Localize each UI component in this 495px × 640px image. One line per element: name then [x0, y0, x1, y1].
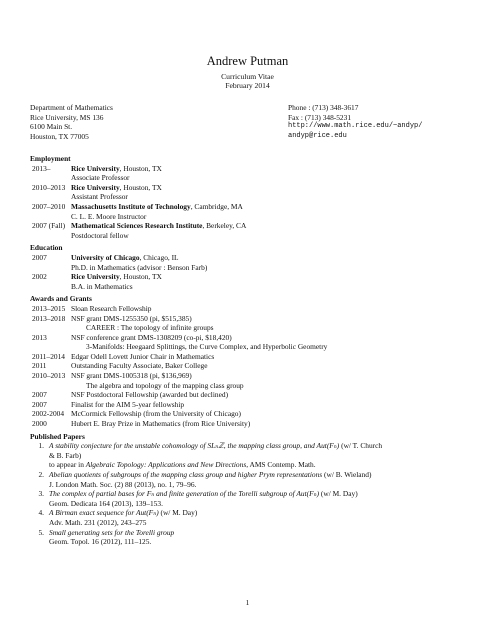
employment-entry — [30, 183, 470, 202]
paper-entry — [30, 489, 470, 508]
paper-entry — [30, 508, 470, 527]
award-subtitle: The algebra and topology of the mapping class group — [86, 380, 244, 390]
entry-years: 2002-2004 — [32, 409, 65, 419]
award-entry — [30, 314, 470, 333]
paper-coauthors: (w/ M. Day) — [158, 508, 198, 518]
entry-years: 2007 — [32, 399, 47, 409]
paper-journal: J. London Math. Soc. (2) 88 (2013), no. 1, 79–96. — [49, 479, 197, 489]
document-type: Curriculum Vitae — [221, 72, 274, 81]
section-heading-awards: Awards and Grants — [30, 294, 92, 304]
education-entry — [30, 253, 470, 272]
award-subtitle: 3-Manifolds: Heegaard Splittings, the Curve Complex, and Hyperbolic Geometry — [86, 342, 328, 352]
address-line: 6100 Main St. — [30, 122, 73, 132]
phone: Phone : (713) 348-3617 — [288, 103, 359, 112]
entry-years: 2010–2013 — [32, 182, 66, 192]
entry-place: , Chicago, IL — [139, 252, 179, 262]
address-line: Houston, TX 77005 — [30, 131, 89, 141]
award-text: NSF grant DMS-1255350 (pi, $515,385) — [71, 313, 192, 323]
entry-place: , Houston, TX — [119, 182, 162, 192]
paper-journal: Adv. Math. 231 (2012), 243–275 — [49, 517, 147, 527]
paper-title: A stability conjecture for the unstable cohomology of SLₙℤ, the mapping class group, and Aut(Fₙ) — [49, 441, 340, 451]
entry-years: 2007–2010 — [32, 201, 66, 211]
award-text: Hubert E. Bray Prize in Mathematics (from Rice University) — [71, 419, 251, 429]
paper-journal-end: , AMS Contemp. Math. — [246, 460, 316, 470]
entry-years: 2011–2014 — [32, 351, 65, 361]
paper-journal: to appear in — [49, 460, 86, 470]
paper-number: 2. — [38, 470, 44, 479]
address-line: Department of Mathematics — [30, 103, 113, 112]
entry-org: Mathematical Sciences Research Institute — [71, 221, 203, 231]
paper-coauthors: (w/ M. Day) — [319, 489, 358, 499]
entry-years: 2007 (Fall) — [32, 221, 66, 231]
award-entry — [30, 333, 470, 352]
email-link[interactable]: andyp@rice.edu — [288, 131, 347, 140]
entry-years: 2010–2013 — [32, 371, 66, 381]
entry-org: Rice University — [71, 163, 120, 173]
section-heading-papers: Published Papers — [30, 431, 85, 441]
employment-entry — [30, 202, 470, 221]
entry-role: Assistant Professor — [71, 192, 128, 202]
award-entry — [30, 400, 470, 410]
award-text: NSF grant DMS-1005318 (pi, $136,969) — [71, 371, 192, 381]
entry-years: 2011 — [32, 361, 47, 371]
homepage-link[interactable]: http://www.math.rice.edu/~andyp/ — [288, 122, 423, 131]
award-text: Edgar Odell Lovett Junior Chair in Mathematics — [71, 351, 215, 361]
document-date: February 2014 — [225, 81, 270, 90]
entry-org: Rice University — [71, 272, 120, 282]
award-text: Sloan Research Fellowship — [71, 303, 152, 313]
entry-place: , Houston, TX — [119, 163, 162, 173]
award-text: NSF Postdoctoral Fellowship (awarded but declined) — [71, 390, 229, 400]
entry-org: Massachusetts Institute of Technology — [71, 201, 191, 211]
page-number: 1 — [245, 598, 250, 607]
paper-entry — [30, 470, 470, 489]
entry-years: 2013–2018 — [32, 313, 66, 323]
cv-content — [30, 154, 470, 547]
entry-place: , Cambridge, MA — [190, 201, 243, 211]
entry-years: 2000 — [32, 419, 47, 429]
paper-title: A Birman exact sequence for Aut(Fₙ) — [49, 508, 159, 518]
entry-years: 2013–2015 — [32, 303, 66, 313]
entry-role: Associate Professor — [71, 173, 130, 183]
paper-number: 3. — [38, 489, 44, 499]
paper-title: Small generating sets for the Torelli group — [49, 527, 175, 537]
award-text: McCormick Fellowship (from the University of Chicago) — [71, 409, 241, 419]
award-entry — [30, 304, 470, 314]
entry-role: B.A. in Mathematics — [71, 281, 133, 291]
paper-title: The complex of partial bases for Fₙ and finite generation of the Torelli subgroup of Aut(Fₙ) — [49, 489, 320, 499]
fax: Fax : (713) 348-5231 — [288, 112, 352, 122]
paper-title: Abelian quotients of subgroups of the mapping class group and higher Prym representations — [49, 470, 323, 479]
entry-years: 2007 — [32, 252, 47, 262]
award-entry — [30, 419, 470, 429]
entry-role: C. L. E. Moore Instructor — [71, 211, 147, 221]
entry-place: , Houston, TX — [119, 272, 162, 282]
entry-years: 2013– — [32, 163, 51, 173]
paper-number: 1. — [38, 441, 44, 451]
entry-years: 2013 — [32, 332, 47, 342]
award-subtitle: CAREER : The topology of infinite groups — [86, 323, 214, 333]
entry-org: Rice University — [71, 182, 120, 192]
paper-entry — [30, 441, 470, 470]
award-entry — [30, 361, 470, 371]
entry-place: , Berkeley, CA — [202, 221, 247, 231]
award-entry — [30, 371, 470, 390]
entry-org: University of Chicago — [71, 252, 140, 262]
paper-coauthors: (w/ T. Church & B. Farb) — [49, 441, 383, 460]
award-entry — [30, 352, 470, 362]
entry-years: 2002 — [32, 272, 47, 282]
author-name: Andrew Putman — [206, 54, 289, 68]
address-block — [30, 103, 113, 141]
contact-block — [288, 103, 422, 141]
entry-role: Ph.D. in Mathematics (advisor : Benson Farb) — [71, 262, 208, 272]
award-entry — [30, 409, 470, 419]
education-entry — [30, 272, 470, 291]
paper-journal: Geom. Dedicata 164 (2013), 139–153. — [49, 498, 163, 508]
paper-journal: Geom. Topol. 16 (2012), 111–125. — [49, 537, 152, 547]
paper-entry — [30, 528, 470, 547]
section-heading-education: Education — [30, 243, 63, 253]
paper-number: 5. — [38, 527, 44, 537]
employment-entry — [30, 164, 470, 183]
address-line: Rice University, MS 136 — [30, 112, 104, 122]
section-heading-employment: Employment — [30, 154, 71, 163]
employment-entry — [30, 221, 470, 240]
paper-number: 4. — [38, 508, 44, 518]
award-text: Finalist for the AIM 5-year fellowship — [71, 399, 185, 409]
paper-coauthors: (w/ B. Wieland) — [322, 470, 372, 479]
entry-years: 2007 — [32, 390, 47, 400]
award-entry — [30, 390, 470, 400]
award-text: Outstanding Faculty Associate, Baker College — [71, 361, 208, 371]
award-text: NSF conference grant DMS-1308209 (co-pi, $18,420) — [71, 332, 232, 342]
entry-role: Postdoctoral fellow — [71, 230, 129, 240]
paper-journal-title: Algebraic Topology: Applications and New Directions — [85, 460, 247, 470]
